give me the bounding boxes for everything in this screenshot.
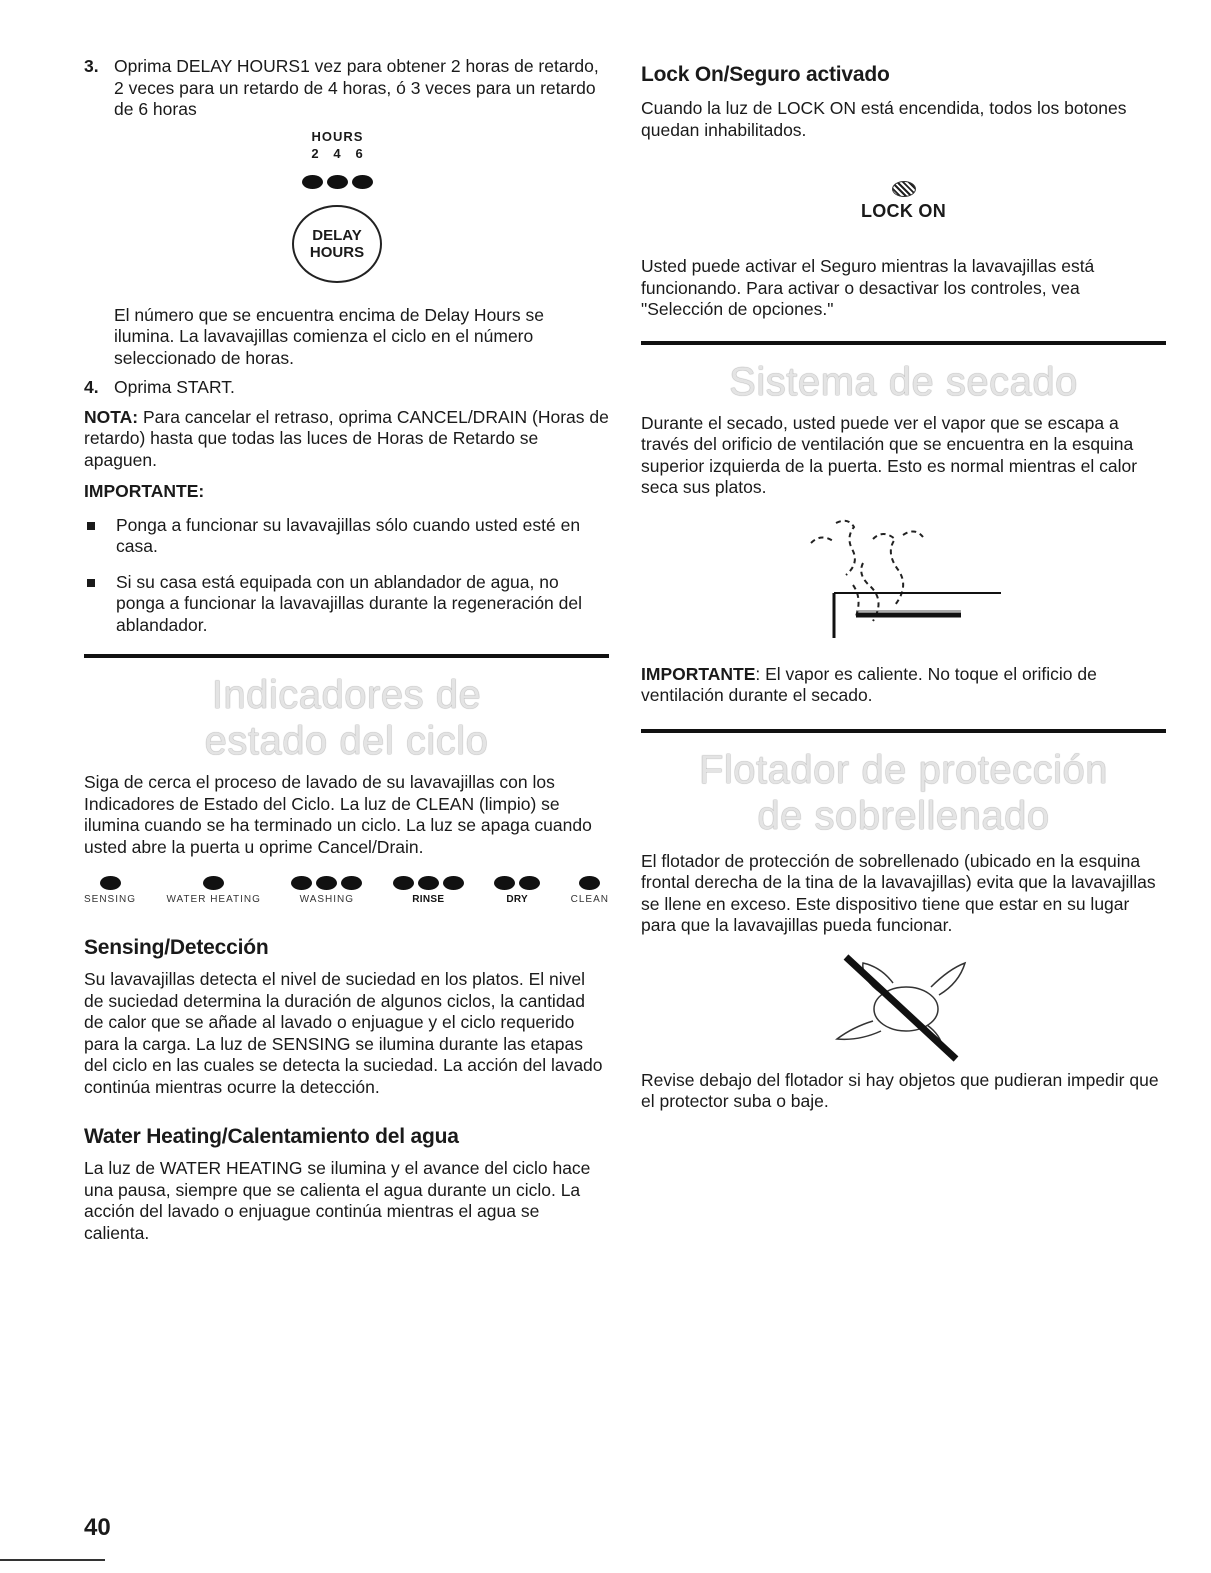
step-number: 4. — [84, 377, 99, 397]
secado-important-label: IMPORTANTE — [641, 663, 756, 684]
delay-line-1: DELAY — [312, 226, 362, 244]
step-3-text: Oprima DELAY HOURS1 vez para obtener 2 horas de retardo, 2 veces para un retardo de 4 horas, ó 3 veces para un retardo de 6 horas — [114, 56, 599, 119]
indicator-light — [352, 175, 373, 189]
section-title — [84, 672, 609, 764]
step-3 — [84, 56, 609, 121]
lock-on-indicator — [641, 181, 1166, 222]
importante-heading: IMPORTANTE: — [84, 481, 205, 501]
status-label: DRY — [506, 894, 529, 905]
section-title-line-2: estado del ciclo — [204, 719, 489, 763]
indicator-light — [291, 876, 312, 890]
indicator-light — [418, 876, 439, 890]
delay-hours-diagram — [84, 129, 609, 283]
nota-text: Para cancelar el retraso, oprima CANCEL/DRAIN (Horas de retardo) hasta que todas las luces de Horas de Retardo se apaguen. — [84, 406, 609, 470]
status-clean — [571, 876, 609, 905]
no-objects-under-float-icon — [641, 947, 1166, 1062]
section-divider — [641, 341, 1166, 345]
status-label: RINSE — [412, 894, 445, 905]
indicator-light — [494, 876, 515, 890]
status-washing — [291, 876, 362, 905]
status-label: WATER HEATING — [166, 894, 261, 905]
delay-line-2: HOURS — [309, 243, 365, 261]
lock-text: Cuando la luz de LOCK ON está encendida, todos los botones quedan inhabilitados. — [641, 98, 1127, 140]
status-dry — [494, 876, 540, 905]
water-heating-heading: Water Heating/Calentamiento del agua — [84, 1125, 459, 1148]
flotador-title — [641, 747, 1166, 839]
indicator-light — [443, 876, 464, 890]
nota-paragraph — [84, 407, 609, 472]
delay-hours-button — [292, 205, 382, 283]
left-column — [84, 56, 609, 1244]
secado-text: Durante el secado, usted puede ver el vapor que se escapa a través del orificio de ventilación que se encuentra en la esquina superior izquierda de la puerta. Esto es normal mientras el calor seca sus platos. — [641, 412, 1138, 497]
hours-indicator-lights — [66, 175, 609, 189]
lock-on-light — [892, 181, 916, 197]
indicator-light — [341, 876, 362, 890]
float-illustration — [641, 947, 1166, 1062]
indicator-light — [519, 876, 540, 890]
indicator-light — [316, 876, 337, 890]
sensing-heading: Sensing/Detección — [84, 936, 269, 959]
secado-important-text: : El vapor es caliente. No toque el orificio de ventilación durante el secado. — [641, 663, 1097, 705]
flotador-text: El flotador de protección de sobrellenado (ubicado en la esquina frontal derecha de la tina de la lavavajillas) evita que la lavavajillas se llene en exceso. Este dispositivo tiene que estar en su lugar para que la lavavajillas pueda funcionar. — [641, 850, 1156, 935]
steam-icon — [641, 513, 1166, 648]
status-label: CLEAN — [570, 894, 609, 905]
lock-heading: Lock On/Seguro activado — [641, 63, 890, 86]
water-heating-text: La luz de WATER HEATING se ilumina y el avance del ciclo hace una pausa, siempre que se calienta el agua durante un ciclo. La acción del lavado o enjuague continúa mientras el agua se calienta. — [84, 1158, 591, 1243]
flotador-text-2: Revise debajo del flotador si hay objetos que pudieran impedir que el protector suba o baje. — [641, 1069, 1159, 1111]
flotador-title-line-2: de sobrellenado — [757, 793, 1050, 838]
section-title-line-1: Indicadores de — [211, 673, 482, 717]
section-divider — [84, 654, 609, 658]
nota-label: NOTA: — [84, 406, 139, 427]
status-rinse — [393, 876, 464, 905]
indicator-light — [100, 876, 121, 890]
footer-rule — [0, 1559, 105, 1561]
indicator-light — [579, 876, 600, 890]
flotador-title-line-1: Flotador de protección — [698, 747, 1108, 792]
lock-on-label: LOCK ON — [860, 201, 947, 221]
cycle-status-intro: Siga de cerca el proceso de lavado de su lavavajillas con los Indicadores de Estado del Ciclo. La luz de CLEAN (limpio) se ilumina cuando se ha terminado un ciclo. La luz se apaga cuando usted abre la puerta u oprime Cancel/Drain. — [84, 772, 592, 857]
hours-label: HOURS — [311, 128, 364, 144]
step-3-after: El número que se encuentra encima de Delay Hours se ilumina. La lavavajillas comienza el ciclo en el número seleccionado de horas. — [114, 304, 544, 368]
status-sensing — [84, 876, 136, 905]
secado-title: Sistema de secado — [729, 359, 1078, 404]
sensing-text: Su lavavajillas detecta el nivel de suciedad en los platos. El nivel de suciedad determina la duración de algunos ciclos, la cantidad de calor que se añade al lavado o enjuague y el ciclo requerido para la carga. La luz de SENSING se ilumina durante las etapas del ciclo en las cuales se detecta la suciedad. La acción del lavado continúa mientras ocurre la detección. — [84, 969, 603, 1097]
step-4-text: Oprima START. — [114, 377, 235, 397]
hours-values: 2 4 6 — [311, 145, 364, 161]
step-4 — [84, 377, 609, 399]
indicator-light — [302, 175, 323, 189]
steam-vent-illustration — [641, 513, 1166, 648]
status-label: WASHING — [299, 894, 355, 905]
secado-important — [641, 664, 1166, 707]
importante-list — [84, 515, 609, 637]
status-label: SENSING — [84, 894, 137, 905]
right-column — [641, 56, 1166, 1113]
section-divider — [641, 729, 1166, 733]
status-water-heating — [166, 876, 260, 905]
list-item: Ponga a funcionar su lavavajillas sólo cuando usted esté en casa. — [84, 515, 609, 558]
list-item: Si su casa está equipada con un ablandador de agua, no ponga a funcionar la lavavajillas durante la regeneración del ablandador. — [84, 572, 609, 637]
indicator-light — [203, 876, 224, 890]
page-number: 40 — [84, 1514, 111, 1541]
step-number: 3. — [84, 56, 99, 76]
indicator-light — [327, 175, 348, 189]
indicator-light — [393, 876, 414, 890]
cycle-status-indicators — [84, 876, 609, 905]
lock-text-2: Usted puede activar el Seguro mientras la lavavajillas está funcionando. Para activar o desactivar los controles, vea "Selección de opciones." — [641, 256, 1095, 319]
